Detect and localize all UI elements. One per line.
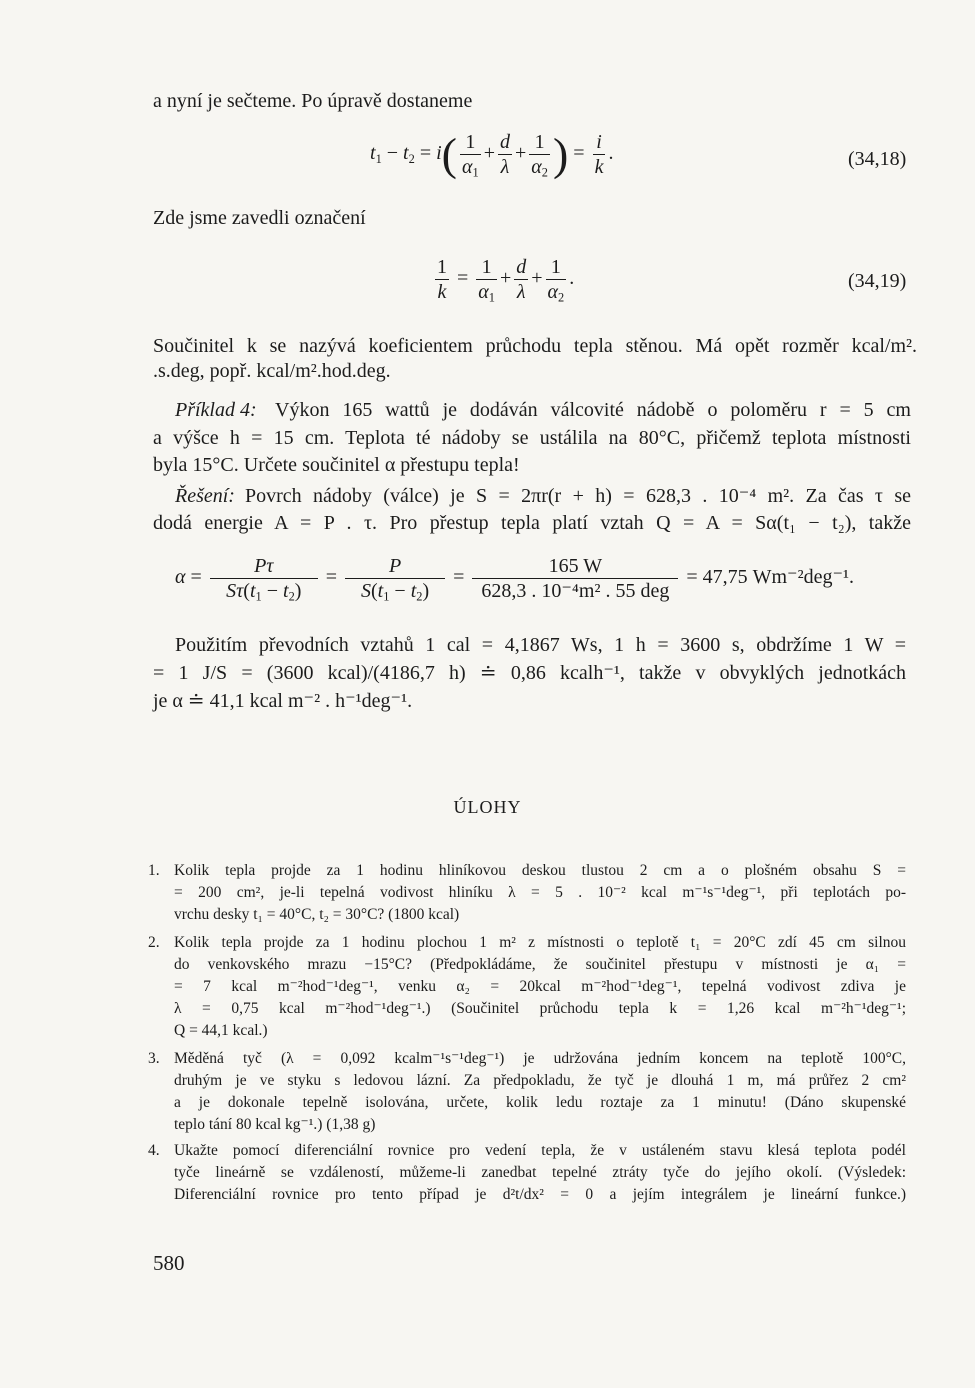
alpha-result: = 47,75 Wm⁻²deg⁻¹. bbox=[686, 566, 855, 589]
exercise-number: 3. bbox=[148, 1050, 160, 1067]
exercise-line: do venkovského mrazu −15°C? (Předpokládáme, že součinitel přestupu v místnosti je α₁ = bbox=[174, 956, 906, 973]
exercise-4 bbox=[148, 1140, 906, 1206]
alpha-denominator: 628,3 . 10⁻⁴m² . 55 deg bbox=[481, 580, 670, 602]
exercise-number: 1. bbox=[148, 862, 160, 879]
equation-34-18: $t_1 - t_2 = i$( $\frac{1}{\alpha_1}$ + $\frac{d}{\lambda}$ + $\frac{1}{\alpha_2}$ ) = $\frac{i}{k}$ . bbox=[370, 128, 614, 180]
conversion-line: Použitím převodních vztahů 1 cal = 4,1867 Ws, 1 h = 3600 s, obdržíme 1 W = bbox=[175, 634, 906, 656]
section-heading: ÚLOHY bbox=[453, 797, 522, 817]
exercise-line: a je dokonale tepelně isolována, určete, kolik ledu roztaje za 1 minutu! (Dáno skupenské bbox=[174, 1094, 906, 1111]
exercise-line: Diferenciální rovnice pro tento případ je d²t/dx² = 0 a jejím integrálem je lineární funkce.) bbox=[174, 1186, 906, 1203]
exercise-line: druhým je ve styku s ledovou lázní. Za předpokladu, že tyč je dlouhá 1 m, má průřez 2 cm² bbox=[174, 1072, 906, 1089]
paragraph-line: .s.deg, popř. kcal/m².hod.deg. bbox=[153, 360, 391, 382]
exercise-3 bbox=[148, 1048, 906, 1136]
exercise-line: λ = 0,75 kcal m⁻²hod⁻¹deg⁻¹.) (Součinitel průchodu tepla k = 1,26 kcal m⁻²h⁻¹deg⁻¹; bbox=[174, 1000, 906, 1017]
solution-line: Povrch nádoby (válce) je S = 2πr(r + h) = 628,3 . 10⁻⁴ m². Za čas τ se bbox=[245, 485, 911, 507]
exercise-1 bbox=[148, 860, 906, 926]
conversion-line: = 1 J/S = (3600 kcal)/(4186,7 h) ≐ 0,86 kcalh⁻¹, takže v obvyklých jednotkách bbox=[153, 662, 906, 684]
alpha-equation: α = $\frac{P\tau}{S\tau(t_1 - t_2)}$ = $\frac{P}{S(t_1 - t_2)}$ = $\frac{165 W}{\text{628,3 . 10⁻⁴m² . 55 deg}}$ = 47,75 Wm⁻²deg⁻¹. bbox=[175, 555, 855, 604]
example-title: Příklad 4: bbox=[175, 399, 257, 421]
exercise-line: Kolik tepla projde za 1 hodinu plochou 1 m² z místnosti o teplotě t₁ = 20°C zdí 45 cm silnou bbox=[174, 934, 906, 951]
intro-line: a nyní je sečteme. Po úpravě dostaneme bbox=[153, 90, 473, 112]
exercise-line: Kolik tepla projde za 1 hodinu hliníkovou deskou tlustou 2 cm a o plošném obsahu S = bbox=[174, 862, 906, 879]
equation-34-19: $\frac{1}{k}$ = $\frac{1}{\alpha_1}$ + $\frac{d}{\lambda}$ + $\frac{1}{\alpha_2}$ . bbox=[437, 256, 575, 305]
notation-line: Zde jsme zavedli označení bbox=[153, 207, 366, 229]
exercise-line: = 200 cm², je-li tepelná vodivost hliníku λ = 5 . 10⁻² kcal m⁻¹s⁻¹deg⁻¹, při teplotách po- bbox=[174, 884, 906, 901]
example-label bbox=[175, 397, 257, 423]
exercise-line: Ukažte pomocí diferenciální rovnice pro vedení tepla, že v ustáleném stavu klesá teplota podél bbox=[174, 1142, 906, 1159]
example-line: byla 15°C. Určete součinitel α přestupu tepla! bbox=[153, 454, 520, 476]
paragraph-line: Součinitel k se nazývá koeficientem průchodu tepla stěnou. Má opět rozměr kcal/m². bbox=[153, 335, 917, 357]
example-line: Výkon 165 wattů je dodáván válcovité nádobě o poloměru r = 5 cm bbox=[275, 399, 911, 421]
exercise-number: 2. bbox=[148, 934, 160, 951]
exercise-line: tyče lineárně se vzdáleností, můžeme-li zanedbat tepelné ztráty tyče do jejího okolí. (Výsledek: bbox=[174, 1164, 906, 1181]
equation-number: (34,18) bbox=[848, 148, 907, 170]
exercise-line: vrchu desky t₁ = 40°C, t₂ = 30°C? (1800 kcal) bbox=[174, 906, 460, 923]
conversion-line: je α ≐ 41,1 kcal m⁻² . h⁻¹deg⁻¹. bbox=[153, 690, 413, 712]
example-line: a výšce h = 15 cm. Teplota té nádoby se ustálila na 80°C, přičemž teplota místnosti bbox=[153, 427, 911, 449]
exercise-2 bbox=[148, 932, 906, 1042]
solution-title: Řešení: bbox=[175, 485, 235, 507]
alpha-numerator: 165 W bbox=[472, 554, 678, 579]
exercise-line: Q = 44,1 kcal.) bbox=[174, 1022, 268, 1039]
solution-line: dodá energie A = P . τ. Pro přestup tepla platí vztah Q = A = Sα(t₁ − t₂), takže bbox=[153, 512, 911, 534]
exercise-number: 4. bbox=[148, 1142, 160, 1159]
equation-number: (34,19) bbox=[848, 270, 907, 292]
page-number: 580 bbox=[153, 1251, 185, 1275]
exercise-line: Měděná tyč (λ = 0,092 kcalm⁻¹s⁻¹deg⁻¹) je udržována jedním koncem na teplotě 100°C, bbox=[174, 1050, 906, 1067]
solution-label bbox=[175, 483, 235, 509]
exercise-line: = 7 kcal m⁻²hod⁻¹deg⁻¹, venku α₂ = 20kcal m⁻²hod⁻¹deg⁻¹, tepelná vodivost zdiva je bbox=[174, 978, 906, 995]
exercise-line: teplo tání 80 kcal kg⁻¹.) (1,38 g) bbox=[174, 1116, 376, 1133]
